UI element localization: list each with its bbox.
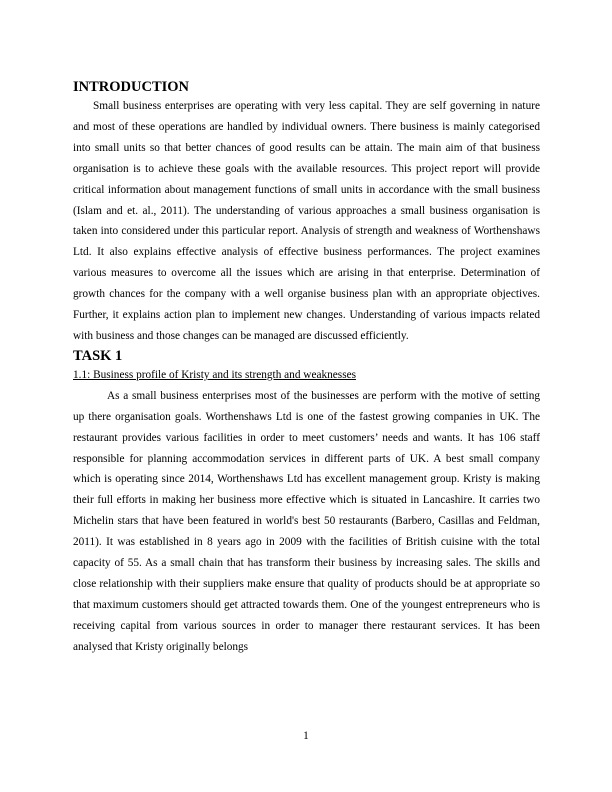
task1-subheading: 1.1: Business profile of Kristy and its strength and weaknesses bbox=[73, 368, 357, 381]
page-content bbox=[73, 78, 540, 658]
task1-heading: TASK 1 bbox=[73, 347, 123, 364]
introduction-heading: INTRODUCTION bbox=[73, 79, 190, 95]
task1-paragraph: As a small business enterprises most of the businesses are perform with the motive of setting up there organisation goals. Worthenshaws Ltd is one of the fastest growing companies in UK. The restaurant provides various facilities in order to meet customers’ needs and wants. It has 106 staff responsible for planning accommodation services in different parts of UK. A best small company which is operating since 2014, Worthenshaws Ltd has excellent management group. Kristy is making their full efforts in making her business more effective which is situated in Lancashire. It carries two Michelin stars that have been featured in world's best 50 restaurants (Barbero, Casillas and Feldman, 2011). It was established in 8 years ago in 2009 with the facilities of British cuisine with the total capacity of 55. As a small chain that has transform their business by increasing sales. The skills and close relationship with their suppliers make ensure that quality of products should be at appropriate so that maximum customers should get attracted towards them. One of the youngest entrepreneurs who is receiving capital from various sources in order to manager there restaurant services. It has been analysed that Kristy originally belongs bbox=[73, 389, 540, 653]
introduction-paragraph: Small business enterprises are operating with very less capital. They are self governing in nature and most of these operations are handled by individual owners. There business is mainly categorised into small units so that better chances of good results can be attain. The main aim of that business organisation is to achieve these goals with the available resources. This project report will provide critical information about management functions of small units in accordance with the small business (Islam and et. al., 2011). The understanding of various approaches a small business organisation is taken into considered under this particular report. Analysis of strength and weakness of Worthenshaws Ltd. It also explains effective analysis of effective business performances. The project examines various measures to overcome all the issues which are arising in that enterprise. Determination of growth chances for the company with a well organise business plan with an appropriate objectives. Further, it explains action plan to implement new changes. Understanding of various impacts related with business and those changes can be managed are discussed efficiently. bbox=[73, 100, 540, 342]
page-number: 1 bbox=[303, 730, 309, 742]
